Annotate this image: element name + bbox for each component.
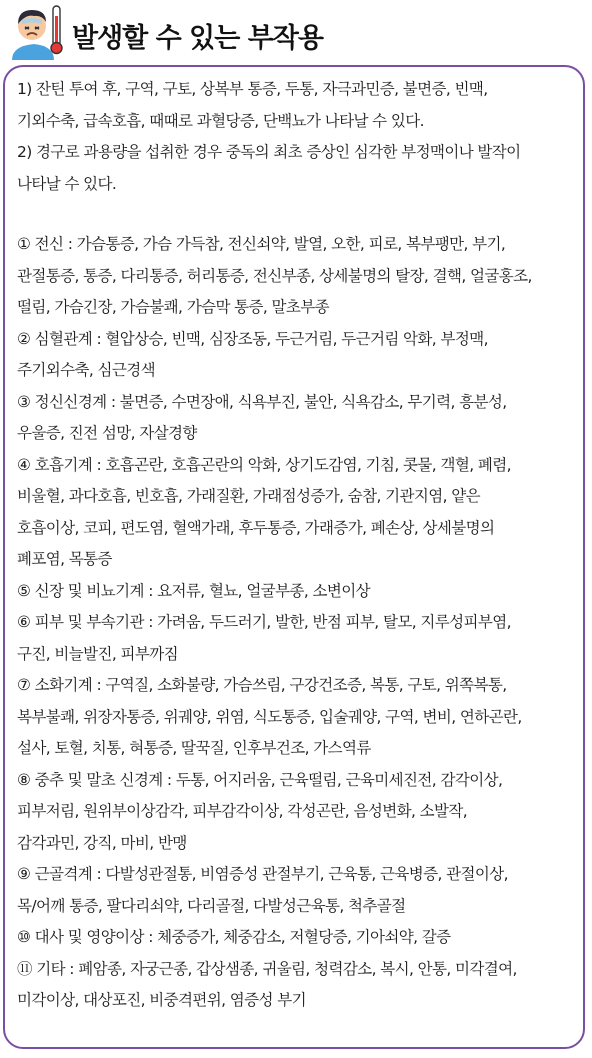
section-line: ⑩ 대사 및 영양이상 : 체중증가, 체중감소, 저혈당증, 기아쇠약, 갈증 xyxy=(17,928,451,946)
section-line: 떨림, 가슴긴장, 가슴불쾌, 가슴막 통증, 말초부종 xyxy=(17,298,330,316)
section-line: ⑤ 신장 및 비뇨기계 : 요저류, 혈뇨, 얼굴부종, 소변이상 xyxy=(17,581,370,600)
section-musculoskeletal xyxy=(17,859,583,922)
intro-block xyxy=(17,74,583,200)
section-line: 비울혈, 과다호흡, 빈호흡, 가래질환, 가래점성증가, 숨참, 기관지염, 얕은 xyxy=(17,487,481,505)
section-line: ④ 호흡기계 : 호흡곤란, 호흡곤란의 악화, 상기도감염, 기침, 콧물, 객혈, 폐렴, xyxy=(17,455,511,474)
intro-line: 1) 잔틴 투여 후, 구역, 구토, 상복부 통증, 두통, 자극과민증, 불면증, 빈맥, xyxy=(17,80,488,98)
intro-line: 2) 경구로 과용량을 섭취한 경우 중독의 최초 증상인 심각한 부정맥이나 발작이 xyxy=(17,143,521,161)
section-skin xyxy=(17,607,583,670)
section-line: 주기외수축, 심근경색 xyxy=(17,361,156,379)
section-line: ⑧ 중추 및 말초 신경계 : 두통, 어지러움, 근육떨림, 근육미세진전, 감각이상, xyxy=(17,770,503,789)
section-line: 우울증, 진전 섬망, 자살경향 xyxy=(17,424,197,442)
intro-line: 나타날 수 있다. xyxy=(17,174,117,193)
side-effects-content xyxy=(17,74,583,1017)
section-other xyxy=(17,954,583,1017)
section-line: ① 전신 : 가슴통증, 가슴 가득참, 전신쇠약, 발열, 오한, 피로, 복부팽만, 부기, xyxy=(17,235,506,253)
section-line: 설사, 토혈, 치통, 혀통증, 딸꾹질, 인후부건조, 가스역류 xyxy=(17,739,371,757)
section-line: 관절통증, 통증, 다리통증, 허리통증, 전신부종, 상세불명의 탈장, 결핵, 얼굴홍조, xyxy=(17,266,532,285)
section-nervous xyxy=(17,765,583,860)
header xyxy=(0,0,592,64)
section-general xyxy=(17,229,583,324)
section-psychiatric xyxy=(17,387,583,450)
section-line: ⑪ 기타 : 폐암종, 자궁근종, 갑상샘종, 귀울림, 청력감소, 복시, 안통, 미각결여, xyxy=(17,959,517,978)
section-digestive xyxy=(17,670,583,765)
section-line: 구진, 비늘발진, 피부까짐 xyxy=(17,644,179,663)
sick-person-thermometer-icon xyxy=(6,2,66,62)
section-line: 폐포염, 목통증 xyxy=(17,550,112,568)
section-line: 미각이상, 대상포진, 비중격편위, 염증성 부기 xyxy=(17,991,307,1009)
section-line: ⑨ 근골격계 : 다발성관절통, 비염증성 관절부기, 근육통, 근육병증, 관절이상, xyxy=(17,865,508,883)
section-line: ⑦ 소화기계 : 구역질, 소화불량, 가슴쓰림, 구강건조증, 복통, 구토, 위쪽복통, xyxy=(17,676,507,694)
section-respiratory xyxy=(17,450,583,576)
section-line: 피부저림, 원위부이상감각, 피부감각이상, 각성곤란, 음성변화, 소발작, xyxy=(17,802,468,820)
intro-line: 기외수축, 급속호흡, 때때로 과혈당증, 단백뇨가 나타날 수 있다. xyxy=(17,111,424,130)
section-metabolic xyxy=(17,922,583,954)
section-renal-urinary xyxy=(17,576,583,608)
section-line: ③ 정신신경계 : 불면증, 수면장애, 식욕부진, 불안, 식욕감소, 무기력, 흥분성, xyxy=(17,392,507,411)
section-line: 복부불쾌, 위장자통증, 위궤양, 위염, 식도통증, 입술궤양, 구역, 변비, 연하곤란, xyxy=(17,707,522,726)
page-title: 발생할 수 있는 부작용 xyxy=(72,23,323,54)
section-cardiovascular xyxy=(17,324,583,387)
section-line: 호흡이상, 코피, 편도염, 혈액가래, 후두통증, 가래증가, 폐손상, 상세불명의 xyxy=(17,518,495,537)
section-line: 목/어깨 통증, 팔다리쇠약, 다리골절, 다발성근육통, 척추골절 xyxy=(17,896,406,915)
section-line: ⑥ 피부 및 부속기관 : 가려움, 두드러기, 발한, 반점 피부, 탈모, 지루성피부염, xyxy=(17,613,511,631)
section-line: ② 심혈관계 : 혈압상승, 빈맥, 심장조동, 두근거림, 두근거림 악화, 부정맥, xyxy=(17,329,488,348)
section-line: 감각과민, 강직, 마비, 반맹 xyxy=(17,833,187,852)
spacer xyxy=(17,200,583,229)
